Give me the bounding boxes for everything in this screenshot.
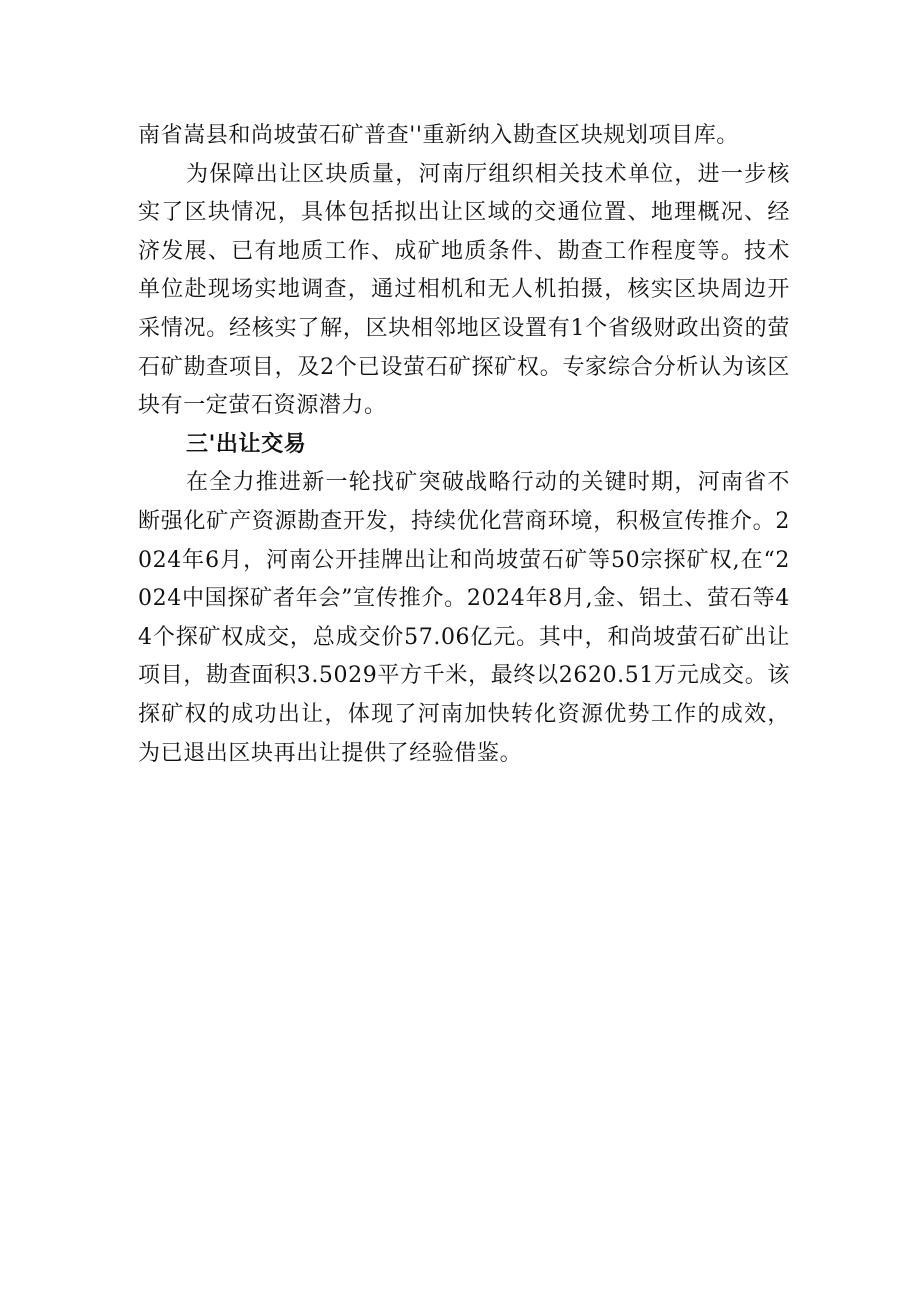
paragraph-transaction: 在全力推进新一轮找矿突破战略行动的关键时期，河南省不断强化矿产资源勘查开发，持续优化营商环境，积极宣传推介。2024年6月，河南公开挂牌出让和尚坡萤石矿等50宗探矿权,在“2024中国探矿者年会”宣传推介。2024年8月,金、铝土、萤石等44个探矿权成交，总成交价57.06亿元。其中，和尚坡萤石矿出让项目，勘查面积3.5029平方千米，最终以2620.51万元成交。该探矿权的成功出让，体现了河南加快转化资源优势工作的成效，为已退出区块再出让提供了经验借鉴。 bbox=[138, 470, 790, 766]
document-body bbox=[138, 117, 790, 773]
paragraph-block-quality: 为保障出让区块质量，河南厅组织相关技术单位，进一步核实了区块情况，具体包括拟出让区域的交通位置、地理概况、经济发展、已有地质工作、成矿地质条件、勘查工作程度等。技术单位赴现场实地调查，通过相机和无人机拍摄，核实区块周边开采情况。经核实了解，区块相邻地区设置有1个省级财政出资的萤石矿勘查项目，及2个已设萤石矿探矿权。专家综合分析认为该区块有一定萤石资源潜力。 bbox=[138, 161, 790, 419]
section-heading-transfer-transaction: 三'出让交易 bbox=[186, 431, 307, 457]
paragraph-continuation: 南省嵩县和尚坡萤石矿普查''重新纳入勘查区块规划项目库。 bbox=[138, 123, 739, 148]
